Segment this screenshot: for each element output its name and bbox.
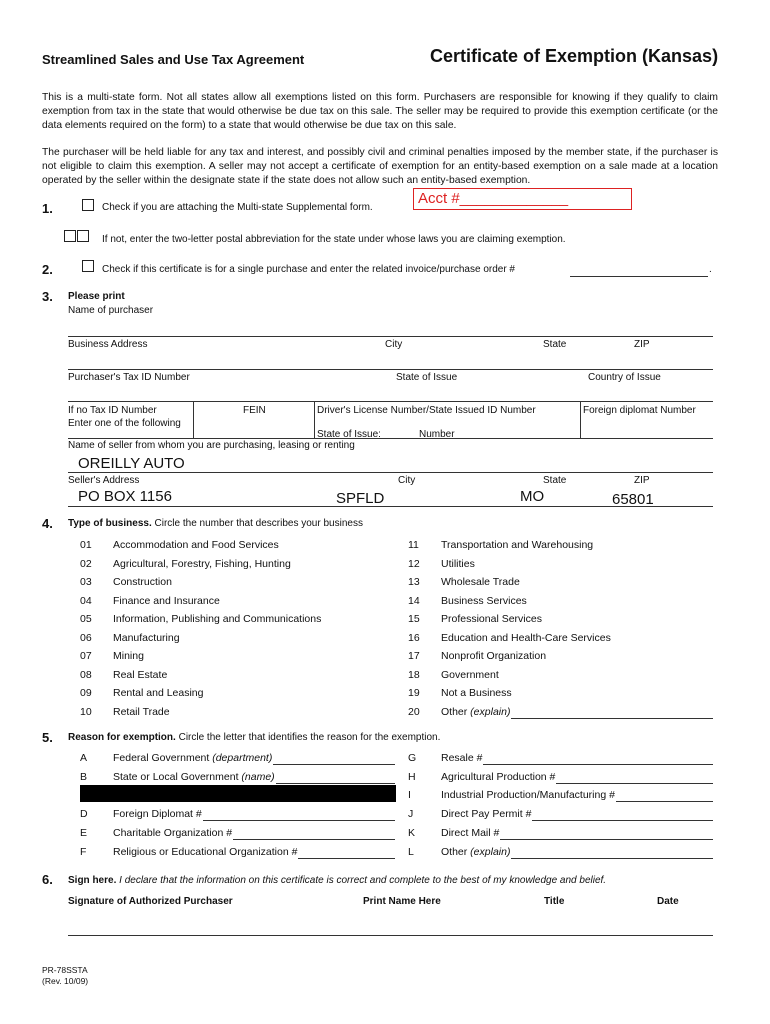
option-code[interactable]: 04	[80, 594, 92, 607]
fill-in-line[interactable]	[511, 858, 713, 859]
declaration: Sign here. I declare that the information on this certificate is correct and complete to the best of my knowledge and belief.	[68, 875, 607, 886]
option-code[interactable]: L	[408, 845, 414, 858]
form-number: PR-78SSTA	[42, 965, 88, 975]
title-label: Title	[544, 896, 565, 907]
form-title: Certificate of Exemption (Kansas)	[430, 46, 719, 66]
option-code[interactable]: 08	[80, 668, 92, 681]
option-label: Real Estate	[113, 668, 168, 681]
intro-paragraph-1: This is a multi-state form. Not all states allow all exemptions listed on this form. Purchasers are responsible for knowing if they qualify to claim exemption from tax in the state that would otherwise be due tax on this sale. The seller may be required to provide this exemption certificate (or the data elements required on the form) to a state that would otherwise be due tax on this sale.	[42, 92, 718, 131]
option-label: Agricultural, Forestry, Fishing, Hunting	[113, 557, 291, 570]
seller-state-label: State	[543, 475, 567, 486]
section-2-number: 2.	[42, 262, 53, 277]
option-code[interactable]: 01	[80, 539, 92, 551]
invoice-number-line[interactable]	[570, 276, 708, 277]
seller-city-label: City	[398, 475, 416, 486]
seller-state-value[interactable]: MO	[520, 488, 545, 505]
supplemental-checkbox[interactable]	[82, 199, 94, 211]
seller-zip-label: ZIP	[634, 475, 650, 486]
divider-3	[580, 402, 581, 438]
option-code[interactable]: 12	[408, 557, 420, 570]
option-label: Education and Health-Care Services	[441, 631, 611, 644]
option-code[interactable]: 13	[408, 576, 420, 588]
option-label: Direct Pay Permit #	[441, 808, 532, 821]
section-5-number: 5.	[42, 730, 53, 745]
option-code[interactable]: H	[408, 770, 416, 783]
option-code[interactable]: 20	[408, 705, 420, 718]
seller-address-label: Seller's Address	[68, 475, 140, 486]
option-code[interactable]: 18	[408, 668, 420, 681]
redaction-bar	[80, 785, 396, 802]
option-label: Wholesale Trade	[441, 576, 520, 588]
state-abbr-label: If not, enter the two-letter postal abbreviation for the state under whose laws you are claiming exemption.	[102, 234, 566, 245]
option-code[interactable]: 16	[408, 631, 420, 644]
business-address-label: Business Address	[68, 339, 148, 350]
fill-in-line[interactable]	[556, 783, 713, 784]
form-subtitle: Streamlined Sales and Use Tax Agreement	[42, 52, 305, 67]
fill-in-line[interactable]	[511, 718, 713, 719]
state-abbr-box-2[interactable]	[77, 230, 89, 242]
option-label: Charitable Organization #	[113, 826, 233, 839]
option-code[interactable]: 09	[80, 687, 92, 699]
option-label: Manufacturing	[113, 631, 180, 644]
divider-1	[193, 402, 194, 438]
signature-label: Signature of Authorized Purchaser	[68, 896, 233, 907]
country-of-issue-label: Country of Issue	[588, 372, 661, 383]
option-label: Accommodation and Food Services	[113, 539, 279, 551]
seller-name-value[interactable]: OREILLY AUTO	[78, 455, 185, 472]
enter-one-label: Enter one of the following	[68, 418, 181, 429]
fill-in-line[interactable]	[500, 839, 713, 840]
option-code[interactable]: 15	[408, 613, 420, 625]
section-6-number: 6.	[42, 872, 53, 887]
state-abbr-box-1[interactable]	[64, 230, 76, 242]
fill-in-line[interactable]	[233, 839, 395, 840]
option-code[interactable]: 17	[408, 650, 420, 662]
option-label: Religious or Educational Organization #	[113, 845, 298, 858]
single-purchase-checkbox[interactable]	[82, 260, 94, 272]
id-row-line	[68, 438, 713, 439]
option-label: Rental and Leasing	[113, 687, 204, 699]
option-label: Retail Trade	[113, 705, 170, 718]
purchaser-name-line[interactable]	[68, 336, 713, 337]
option-label: Other (explain)	[441, 705, 511, 718]
section-3-number: 3.	[42, 289, 53, 304]
option-label: Government	[441, 668, 499, 681]
invoice-trail: .	[709, 264, 712, 275]
fill-in-line[interactable]	[616, 801, 713, 802]
supplemental-label: Check if you are attaching the Multi-state Supplemental form.	[102, 202, 373, 213]
divider-2	[314, 402, 315, 438]
seller-address-value[interactable]: PO BOX 1156	[78, 488, 172, 505]
option-label: Business Services	[441, 594, 527, 607]
seller-zip-value[interactable]: 65801	[612, 491, 654, 508]
tax-id-label: Purchaser's Tax ID Number	[68, 372, 190, 383]
option-label: Nonprofit Organization	[441, 650, 547, 662]
intro-paragraph-2: The purchaser will be held liable for any tax and interest, and possibly civil and criminal penalties imposed by the member state, if the purchaser is not eligible to claim this exemption. A seller may not accept a certificate of exemption for an entity-based exemption on a sale made at a location operated by the seller within the designate state if the state does not allow such an entity-based exemption.	[42, 147, 718, 186]
option-code[interactable]: 03	[80, 576, 92, 588]
purchaser-name-label: Name of purchaser	[68, 305, 154, 316]
option-code[interactable]: 14	[408, 594, 420, 607]
option-label: Industrial Production/Manufacturing #	[441, 789, 615, 802]
option-code[interactable]: 07	[80, 650, 92, 662]
option-label: Direct Mail #	[441, 826, 500, 839]
option-label: Professional Services	[441, 613, 542, 625]
option-label: Utilities	[441, 557, 475, 570]
option-code[interactable]: 05	[80, 613, 92, 625]
option-code[interactable]: 11	[408, 539, 419, 551]
seller-name-label: Name of seller from whom you are purchasing, leasing or renting	[68, 440, 355, 451]
dl-state-label: State of Issue:	[317, 429, 381, 440]
exemption-reason-heading: Reason for exemption. Circle the letter that identifies the reason for the exemption.	[68, 732, 441, 743]
single-purchase-label: Check if this certificate is for a single purchase and enter the related invoice/purchase order #	[102, 264, 515, 275]
form-revision: (Rev. 10/09)	[42, 976, 89, 986]
print-name-label: Print Name Here	[363, 896, 441, 907]
date-label: Date	[657, 896, 679, 907]
option-label: Mining	[113, 650, 144, 662]
seller-address-line	[68, 506, 713, 507]
option-code[interactable]: D	[80, 808, 88, 821]
section-4-number: 4.	[42, 516, 53, 531]
option-code[interactable]: J	[408, 808, 414, 821]
fill-in-line[interactable]	[276, 783, 395, 784]
dl-number-sublabel: Number	[419, 429, 455, 440]
option-label: Agricultural Production #	[441, 770, 556, 783]
option-code[interactable]: A	[80, 752, 88, 764]
foreign-diplomat-label: Foreign diplomat Number	[583, 405, 696, 416]
option-label: Foreign Diplomat #	[113, 808, 202, 821]
option-label: Other (explain)	[441, 845, 511, 858]
seller-name-line	[68, 472, 713, 473]
dl-number-label: Driver's License Number/State Issued ID Number	[317, 405, 536, 416]
fill-in-line[interactable]	[203, 820, 395, 821]
option-code[interactable]: B	[80, 770, 88, 783]
option-label: Construction	[113, 576, 172, 588]
option-code[interactable]: 10	[80, 705, 92, 718]
signature-line[interactable]	[68, 935, 713, 936]
option-label: Information, Publishing and Communications	[113, 613, 322, 625]
option-label: Federal Government (department)	[113, 752, 273, 764]
tax-id-line[interactable]	[68, 401, 713, 402]
option-code[interactable]: G	[408, 752, 417, 764]
business-address-line[interactable]	[68, 369, 713, 370]
zip-label: ZIP	[634, 339, 650, 350]
state-of-issue-label: State of Issue	[396, 372, 458, 383]
business-type-heading: Type of business. Circle the number that describes your business	[68, 518, 363, 529]
option-label: State or Local Government (name)	[113, 770, 275, 783]
option-code[interactable]: K	[408, 826, 416, 839]
option-label: Not a Business	[441, 687, 512, 699]
fill-in-line[interactable]	[273, 764, 395, 765]
option-code[interactable]: F	[80, 845, 87, 858]
fein-label: FEIN	[243, 405, 266, 416]
option-code[interactable]: E	[80, 826, 88, 839]
fill-in-line[interactable]	[298, 858, 395, 859]
section-1-number: 1.	[42, 201, 53, 216]
option-code[interactable]: 06	[80, 631, 92, 644]
fill-in-line[interactable]	[532, 820, 713, 821]
option-code[interactable]: 02	[80, 557, 92, 570]
option-code[interactable]: 19	[408, 687, 420, 699]
fill-in-line[interactable]	[483, 764, 713, 765]
option-label: Transportation and Warehousing	[441, 539, 594, 551]
no-tax-id-label: If no Tax ID Number	[68, 405, 157, 416]
please-print-label: Please print	[68, 291, 125, 302]
city-label: City	[385, 339, 403, 350]
option-code[interactable]: I	[408, 789, 411, 802]
option-label: Resale #	[441, 752, 483, 764]
seller-city-value[interactable]: SPFLD	[336, 490, 385, 507]
state-label: State	[543, 339, 567, 350]
option-label: Finance and Insurance	[113, 594, 220, 607]
acct-number-field[interactable]: Acct #_____________	[413, 188, 632, 210]
